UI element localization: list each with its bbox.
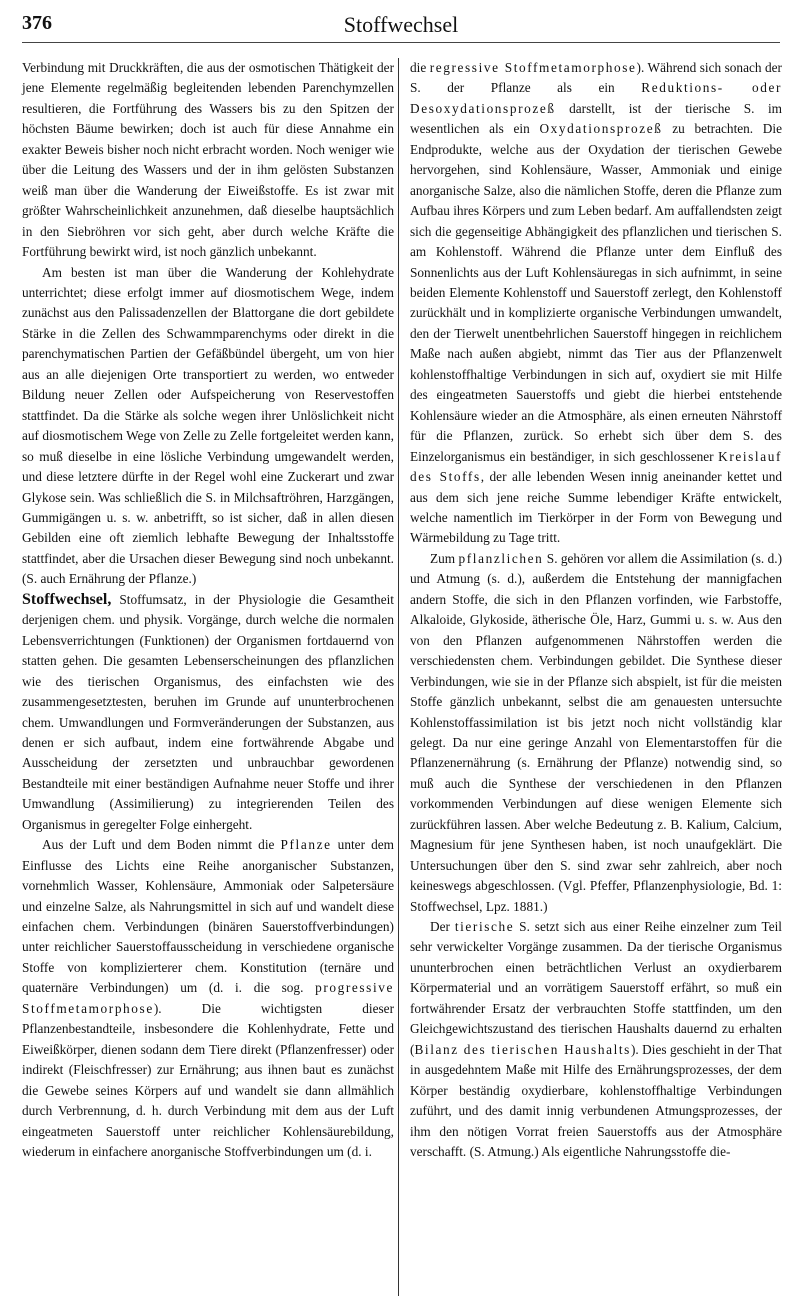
page-number: 376 [22, 12, 52, 34]
text-run: ). Die wichtigsten dieser Pflanzenbestandteile, insbesondere die Kohlenhydrate, Fette und Eiweißkörper, dienen sodann dem Tiere direkt (Pflanzenfresser) oder indirekt (Fleischfresser) zur Ernährung; aus ihnen baut es zunächst die Gewebe seines Körpers auf und wandelt sie dann allmählich durch Verbrennung, d. h. durch Verbindung mit dem aus der Luft eingeatmeten Sauerstoff unter reichlicher Kohlensäurebildung, wiederum in einfachere anorganische Stoffverbindungen um (d. i. [22, 1000, 394, 1160]
text-run: unter dem Einflusse des Lichts eine Reihe anorganischer Substanzen, vornehmlich Wasser, Kohlensäure, Ammoniak oder Salpetersäure und einzelne Salze, als Nahrungsmittel in sich auf und wandelt diese einfachen chem. Verbindungen (binären Sauerstoffverbindungen) unter reichlicher Sauerstoffausscheidung in verschiedene organische Stoffe von komplizierterer chem. Konstitution (ternäre und quaternäre Verbindungen) um (d. i. die sog. [22, 837, 394, 996]
spaced-term: Kreislauf des Stoffs [410, 448, 782, 485]
text-run: S. gehören vor allem die Assimilation (s. d.) und Atmung (s. d.), außerdem die Entstehung der mannigfachen andern Stoffe, die sich in den Pflanzen vorfinden, wie Farbstoffe, Alkaloide, Glykoside, ätherische Öle, Harz, Gummi u. s. w. Aus den von den Pflanzen aufgenommenen Nährstoffen werden die verschiedensten chem. Verbindungen gebildet. Die Synthese dieser Verbindungen, wie sie in der Pflanze sich abspielt, ist für die meisten Stoffe gänzlich unbekannt, selbst die am genauesten untersuchte Kohlenstoffassimilation ist bis jetzt noch nicht vollständig klar gelegt. Da nur eine geringe Anzahl von Elementarstoffen für die Pflanzenernährung (s. Ernährung der Pflanze) notwendig sind, so muß auch die Synthese der verschiedenen in den Pflanzen vorkommenden Verbindungen auf diese wenigen Elemente sich zurückführen lassen. Aber welche Bedeutung z. B. Kalium, Calcium, Magnesium für jene Synthesen haben, ist noch unaufgeklärt. Die Untersuchungen über den S. sind zwar sehr zahlreich, aber noch keineswegs abgeschlossen. (Vgl. Pfeffer, Pflanzenphysiologie, Bd. 1: Stoffwechsel, Lpz. 1881.) [410, 550, 782, 914]
spaced-term: Bilanz des tierischen Haushalts [414, 1041, 631, 1057]
spaced-term: Reduktions- oder Desoxydationsprozeß [410, 80, 782, 116]
spaced-term: progressive Stoffmetamorphose [22, 980, 394, 1016]
paragraph [410, 58, 782, 549]
text-run: S. setzt sich aus einer Reihe einzelner zum Teil sehr verwickelter Vorgänge zusammen. Da der tierische Organismus ununterbrochen einen beträchtlichen Verlust an oxydierbarem Körpermaterial und an vorrätigem Sauerstoff erfährt, so muß ein fortwährender Ersatz der verbrauchten Stoffe stattfinden, um den Gleichgewichtszustand des tierischen Haushalts dauernd zu erhalten ( [410, 919, 782, 1057]
column-divider [398, 58, 399, 1296]
text-run: ). Während sich sonach der S. der Pflanze als ein [410, 60, 782, 96]
text-run: zu betrachten. Die Endprodukte, welche aus der Oxydation der tierischen Gewebe hervorgehen, sind Kohlensäure, Wasser, Ammoniak und einige anorganische Salze, also die nämlichen Stoffe, deren die Pflanze zum Aufbau ihres Körpers und zum Leben bedarf. Am auffallendsten zeigt sich die gegenseitige Abhängigkeit des pflanzlichen und tierischen S. am Kohlenstoff. Während die Pflanze unter dem Einfluß des Sonnenlichts aus der Luft Kohlensäuregas in sich aufnimmt, in seine beiden Elemente Kohlenstoff und Sauerstoff zerlegt, den Kohlenstoff zurückhält und in komplizierte organische Verbindungen umwandelt, den der Tierwelt unentbehrlichen Sauerstoff hingegen in reichlichem Maße nach außen abgiebt, nimmt das Tier aus der Pflanzenwelt kohlenstoffhaltige Verbindungen in sich auf, oxydiert sie mit Hilfe des eingeatmeten Sauerstoffs und giebt die hierbei entstehende Kohlensäure wieder an die Atmosphäre, als einen erneuten Nährstoff für die Pflanzen, zurück. So erhebt sich über dem S. des Einzelorganismus ein beständiger, in sich geschlossener [410, 121, 783, 464]
spaced-term: pflanzlichen [458, 550, 544, 566]
paragraph [410, 917, 782, 1162]
right-column [410, 58, 782, 1162]
entry-text: Stoffumsatz, in der Physiologie die Gesamtheit derjenigen chem. und physik. Vorgänge, durch welche die normalen Lebensverrichtungen (Funktionen) der Organismen fortdauernd von statten gehen. Die gesamten Lebenserscheinungen des pflanzlichen wie des tierischen Organismus, des einfachsten wie des zusammengesetztesten, beruhen im Grunde auf ununterbrochenen chem. Umwandlungen und Formveränderungen der Substanzen, aus denen er sich aufbaut, indem eine fortwährende Abgabe und Ausscheidung der zersetzten und unbrauchbar gewordenen Bestandteile mit einer beständigen Aufnahme neuer Stoffe und ihrer Umwandlung (Assimilierung) zu integrierenden Teilen des Organismus in geregelter Folge einhergeht. [22, 591, 394, 832]
text-run: die [410, 60, 430, 75]
entry-stoffwechsel [22, 590, 394, 835]
spaced-term: regressive Stoffmetamorphose [429, 60, 637, 75]
text-run: Zum [430, 550, 459, 566]
left-column [22, 58, 394, 1162]
paragraph [22, 835, 394, 1162]
text-run: ). Dies geschieht in der That in ausgedehntem Maße mit Hilfe des Ernährungsprozesses, der dem Körper beständig oxydierbare, kohlenstoffhaltige Verbindungen zuführt, und des damit innig verbundenen Atmungsprozesses, der ihm den nötigen Vorrat freien Sauerstoffs aus der Atmosphäre verschafft. (S. Atmung.) Als eigentliche Nahrungsstoffe die- [410, 1041, 782, 1160]
running-head: Stoffwechsel [343, 12, 459, 37]
spaced-term: Pflanze [280, 837, 332, 853]
page-header [22, 6, 780, 46]
paragraph [410, 549, 782, 917]
header-rule [22, 42, 780, 43]
spaced-term: tierische [454, 919, 515, 935]
text-run: darstellt, ist der tierische S. im wesentlichen als ein [410, 100, 782, 137]
text-run: Der [430, 919, 455, 935]
text-run: , der alle lebenden Wesen innig aneinander kettet und aus dem sich jene reiche Summe lebendiger Kräfte entwickelt, welche namentlich im Tierkörper in der Form von Bewegung und Wärmebildung zu Tage tritt. [410, 469, 783, 546]
spaced-term: Oxydationsprozeß [539, 121, 663, 137]
headword: Stoffwechsel, [22, 590, 112, 608]
paragraph: Am besten ist man über die Wanderung der Kohlehydrate unterrichtet; diese erfolgt immer auf diosmotischem Wege, indem zunächst aus den Palissadenzellen der Blattorgane die dort gebildete Stärke in die Zellen des Schwammparenchyms oder direkt in die parenchymatischen Partien der Gefäßbündel übergeht, um von hier aus an alle diejenigen Orte transportiert zu werden, wo entweder Bildung neuer Zellen oder Aufspeicherung von Reservestoffen stattfindet. Da die Stärke als solche wegen ihrer Unlöslichkeit nicht auf diosmotischem Wege von Zelle zu Zelle fortgeleitet werden kann, so muß dieselbe in eine lösliche Verbindung umgewandelt werden, und diese letztere dürfte in der Regel wohl eine Zuckerart und zwar Glykose sein. Was schließlich die S. in Milchsaftröhren, Harzgängen, Gummigängen u. s. w. anbetrifft, so ist sicher, daß in allen diesen Gebilden eine oft ziemlich lebhafte Bewegung der Inhaltsstoffe stattfindet, aber die Ursachen dieser Bewegung sind noch unbekannt. (S. auch Ernährung der Pflanze.) [22, 264, 394, 587]
text-run: Aus der Luft und dem Boden nimmt die [42, 837, 281, 853]
paragraph: Verbindung mit Druckkräften, die aus der osmotischen Thätigkeit der jene Elemente regelmäßig begleitenden lebenden Parenchymzellen resultieren, die Fortführung des Wassers bis zu den Spitzen der höchsten Bäume bewirken; doch ist auch für diese Annahme ein exakter Beweis bisher noch nicht erbracht worden. Noch weniger wie über die Leitung des Wassers und der in ihm gelösten Substanzen weiß man über die Wanderung der Eiweißstoffe. Es ist zwar mit größter Wahrscheinlichkeit anzunehmen, daß dieselbe hauptsächlich in den Siebröhren vor sich geht, aber durch welche Kräfte die Fortführung bewirkt wird, ist noch gänzlich unbekannt. [22, 60, 394, 260]
